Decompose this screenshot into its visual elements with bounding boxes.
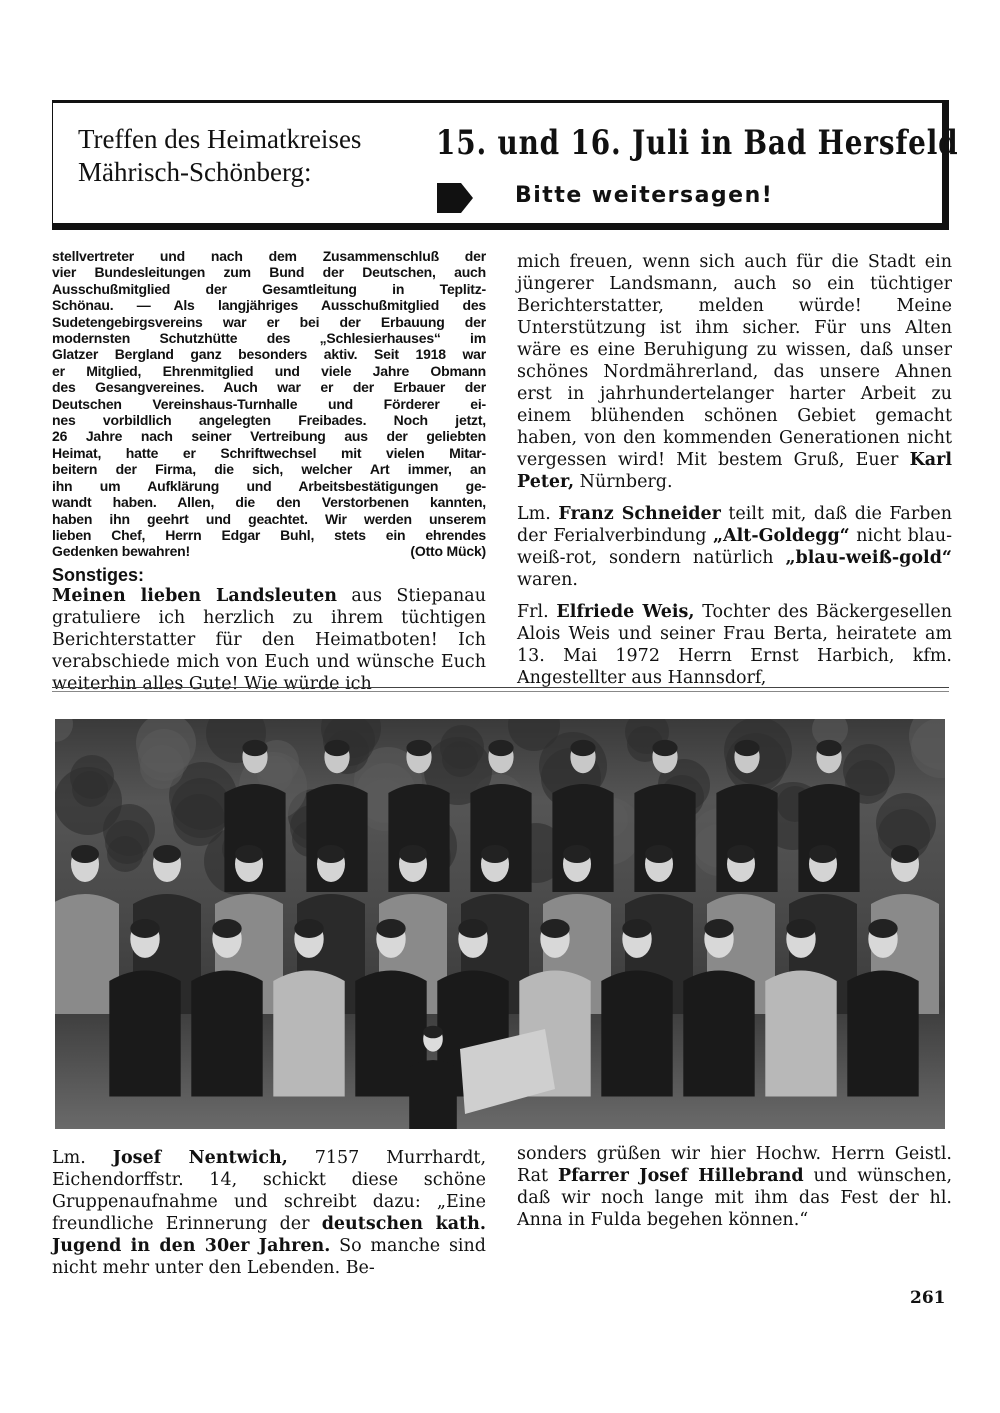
foliage-blob — [173, 794, 225, 846]
obituary-line: lieben Chef, Herrn Edgar Buhl, stets ein ehrendes — [52, 526, 486, 543]
para3-text: Tochter des Bäckergesellen Alois Weis und seiner Frau Berta, heiratete am 13. Mai 1972 Herrn Ernst Harbich, kfm. Angestellter aus Hannsdorf, — [517, 602, 952, 688]
obituary-line: 26 Jahre nach seiner Vertreibung aus der geliebten — [52, 428, 486, 445]
right-paragraph-3 — [517, 601, 952, 689]
left-column-bottom — [52, 1147, 486, 1279]
greeting-paragraph — [52, 585, 486, 695]
foliage-blob — [107, 836, 143, 872]
para3-name: Elfriede Weis, — [556, 602, 695, 622]
divider-rule-secondary — [52, 691, 949, 692]
caption-text-end: So manche sind nicht mehr unter den Lebenden. Be- — [52, 1236, 486, 1278]
right-column-bottom — [517, 1143, 952, 1231]
caption-right-name: Pfarrer Josef Hillebrand — [558, 1166, 804, 1186]
right-paragraph-2 — [517, 503, 952, 591]
obituary-text — [52, 248, 486, 543]
obituary-line: Glatzer Bergland ganz besonders aktiv. Seit 1918 war — [52, 346, 486, 363]
obituary-line: stellvertreter und nach dem Zusammenschluß der — [52, 248, 486, 264]
obituary-signature-line — [52, 543, 486, 559]
greeting-bold: Meinen lieben Landsleuten — [52, 586, 337, 607]
right-column-top — [517, 251, 952, 699]
event-banner — [52, 100, 959, 230]
divider-rule — [52, 687, 949, 688]
caption-name: Josef Nentwich, — [112, 1148, 288, 1168]
banner-dates: 15. und 16. Juli in Bad Hersfeld — [436, 123, 959, 163]
para2-quote2: „blau-weiß-gold“ — [785, 548, 952, 568]
group-photo-figures — [55, 719, 945, 1129]
left-column-top — [52, 248, 486, 695]
obituary-line: Deutschen Vereinshaus-Turnhalle und Förderer ei- — [52, 395, 486, 412]
section-heading: Sonstiges: — [52, 564, 145, 585]
foliage-blob — [55, 719, 73, 742]
obituary-signature: (Otto Mück) — [410, 543, 486, 560]
caption-bold: deutschen kath. Jugend in den 30er Jahren. — [52, 1214, 486, 1256]
obituary-line: Schönau. — Als langjähriges Ausschußmitglied des — [52, 297, 486, 314]
obituary-line: haben ihn geehrt und geachtet. Wir werden unserem — [52, 510, 486, 527]
para2-name: Franz Schneider — [558, 504, 721, 524]
caption-text: 7157 Murrhardt, Eichendorffstr. 14, schickt diese schöne Gruppenaufnahme und schreibt dazu: „Eine freundliche Erinnerung der — [52, 1148, 487, 1234]
obituary-line: er Mitglied, Ehrenmitglied und viele Jahre Obmann — [52, 362, 486, 379]
para2-text: teilt mit, daß die Farben der Ferialverbindung — [517, 504, 953, 546]
para2-text-end: waren. — [517, 570, 578, 590]
page-number: 261 — [910, 1288, 946, 1308]
banner-title-line1: Treffen des Heimatkreises — [78, 124, 362, 154]
obituary-line: Sudetengebirgsvereins war er bei der Erbauung der — [52, 313, 486, 330]
banner-title-line2: Mährisch-Schönberg: — [78, 157, 312, 187]
caption-right-text: sonders grüßen wir hier Hochw. Herrn Geistl. Rat — [517, 1144, 952, 1186]
para1-text-end: Nürnberg. — [574, 472, 673, 492]
obituary-line: des Gesangvereines. Auch war er der Erbauer der — [52, 379, 486, 396]
obituary-line: wandt haben. Allen, die den Verstorbenen kannten, — [52, 494, 486, 511]
obituary-line: Heimat, hatte er Schriftwechsel mit vielen Mitar- — [52, 444, 486, 461]
caption-right-text-end: und wünschen, daß wir noch lange mit ihm das Fest der hl. Anna in Fulda begehen können.“ — [517, 1166, 953, 1230]
group-photo — [55, 719, 945, 1129]
caption-right — [517, 1143, 952, 1231]
foliage-blob — [140, 745, 184, 789]
arrow-right-icon — [437, 183, 473, 213]
para2-prefix: Lm. — [517, 504, 559, 524]
para3-prefix: Frl. — [517, 602, 557, 622]
para1-name: Karl Peter, — [517, 450, 952, 492]
obituary-line: nes vorbildlich angelegten Freibades. Noch jetzt, — [52, 412, 486, 429]
caption-prefix: Lm. — [52, 1148, 113, 1168]
para1-text: mich freuen, wenn sich auch für die Stadt ein jüngerer Landsmann, auch so ein tüchtiger Berichterstatter, melden würde! Meine Unterstützung ist ihm sicher. Für uns Alten wäre es eine Beruhigung zu wissen, daß unser schönes Nordmährerland, das unsere Ahnen erst in jahrhundertelanger harter Arbeit zu einem blühenden schönen Gebiet gemacht haben, von den kommenden Generationen nicht vergessen wird! Mit bestem Gruß, Euer — [517, 252, 952, 470]
obituary-line: modernsten Schutzhütte des „Schlesierhauses“ im — [52, 330, 486, 347]
banner-title — [78, 123, 418, 189]
banner-note: Bitte weitersagen! — [515, 183, 774, 208]
obituary-line: ihn um Aufklärung und Arbeitsbestätigungen ge- — [52, 477, 486, 494]
obituary-line: vier Bundesleitungen zum Bund der Deutschen, auch — [52, 264, 486, 281]
right-paragraph-1 — [517, 251, 952, 493]
caption-left — [52, 1147, 486, 1279]
para2-text2: nicht blau-weiß-rot, sondern natürlich — [517, 526, 952, 568]
para2-quote1: „Alt-Goldegg“ — [712, 526, 850, 546]
greeting-rest: aus Stiepanau gratuliere ich herzlich zu ihrem tüchtigen Berichterstatter für den Heimatboten! Ich verabschiede mich von Euch und wünsche Euch weiterhin alles Gute! Wie würde ich — [52, 586, 486, 695]
obituary-last-line: Gedenken bewahren! — [52, 543, 190, 560]
obituary-line: beitern der Firma, die sich, welcher Art immer, an — [52, 461, 486, 478]
obituary-line: Ausschußmitglied der Gesamtleitung in Teplitz- — [52, 280, 486, 297]
foliage-blob — [55, 767, 122, 835]
